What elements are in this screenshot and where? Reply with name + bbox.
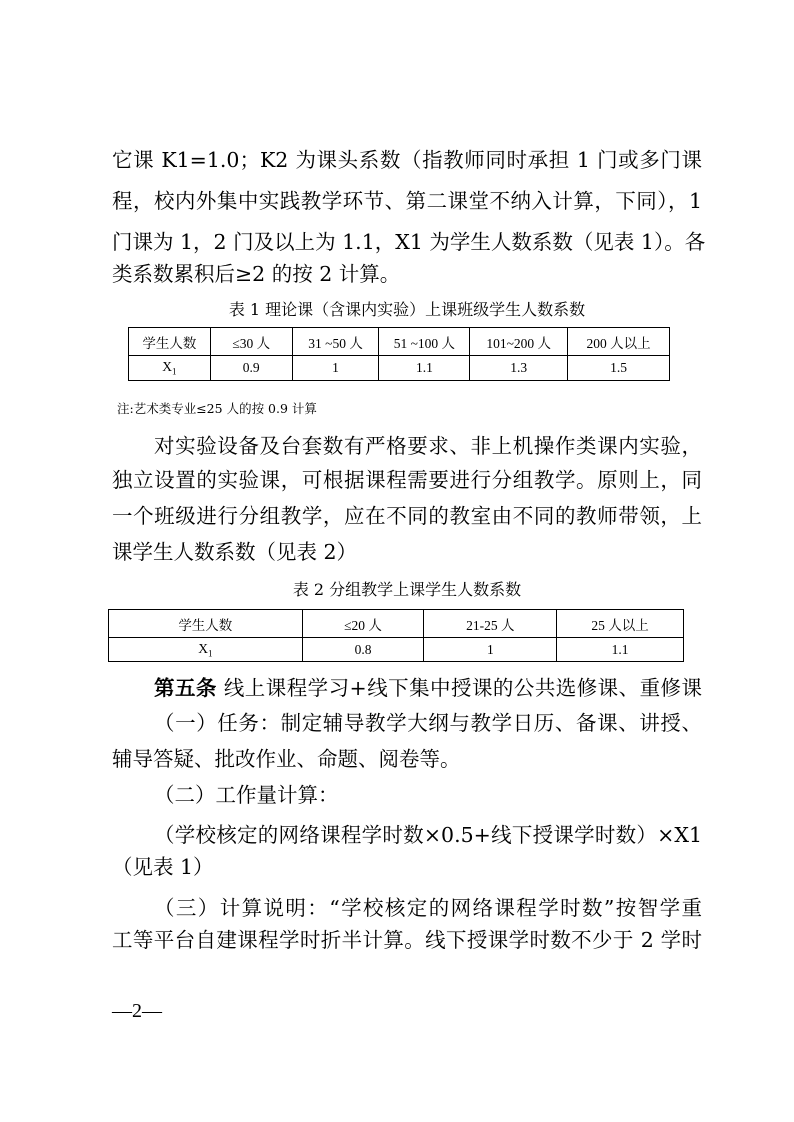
table-1-value-cell: 1.5	[568, 356, 670, 381]
item-3-line-1: （三）计算说明：“学校核定的网络课程学时数”按智学重	[154, 896, 702, 920]
table-1-caption: 表 1 理论课（含课内实验）上课班级学生人数系数	[228, 300, 586, 319]
table-2-caption: 表 2 分组教学上课学生人数系数	[292, 580, 522, 599]
paragraph-2-line-2: 独立设置的实验课，可根据课程需要进行分组教学。原则上，同	[112, 468, 702, 492]
table-1-value-row	[129, 356, 670, 381]
table-1-header-cell: ≤30 人	[210, 328, 292, 356]
item-1-line-1: （一）任务：制定辅导教学大纲与教学日历、备课、讲授、	[154, 711, 702, 735]
table-1-note: 注:艺术类专业≤25 人的按 0.9 计算	[117, 401, 317, 416]
table-1-value-cell: 1.3	[470, 356, 568, 381]
table-2	[108, 609, 684, 662]
table-2-value-cell: 1.1	[557, 638, 684, 662]
table-2-value-cell: 0.8	[302, 638, 424, 662]
table-1-value-cell: 1.1	[379, 356, 470, 381]
table-2-header-cell: 25 人以上	[557, 610, 684, 638]
table-1-header-cell: 200 人以上	[568, 328, 670, 356]
x-symbol: X	[162, 359, 173, 375]
article-5-heading	[154, 674, 702, 702]
table-2-value-row	[109, 638, 684, 662]
table-1-header-cell: 31 ~50 人	[292, 328, 379, 356]
formula-line-1: （学校核定的网络课程学时数×0.5+线下授课学时数）×X1	[154, 823, 702, 847]
table-1-value-cell: 0.9	[210, 356, 292, 381]
paragraph-1-line-3: 门课为 1，2 门及以上为 1.1，X1 为学生人数系数（见表 1）。各	[112, 230, 706, 254]
x-symbol: X	[198, 640, 208, 656]
table-1-header-cell: 101~200 人	[470, 328, 568, 356]
paragraph-2-line-1: 对实验设备及台套数有严格要求、非上机操作类课内实验，	[154, 434, 702, 458]
item-3-line-2: 工等平台自建课程学时折半计算。线下授课学时数不少于 2 学时	[112, 928, 702, 952]
x-subscript: 1	[207, 648, 213, 659]
table-2-header-cell: 学生人数	[109, 610, 303, 638]
table-1-row-label	[129, 356, 211, 381]
page-number: —2—	[112, 1000, 162, 1022]
x-subscript: 1	[172, 366, 177, 377]
item-2-line-1: （二）工作量计算：	[154, 783, 339, 807]
paragraph-1-line-2: 程，校内外集中实践教学环节、第二课堂不纳入计算，下同），1	[112, 189, 702, 213]
paragraph-1-line-1: 它课 K1=1.0；K2 为课头系数（指教师同时承担 1 门或多门课	[112, 148, 702, 172]
paragraph-2-line-4: 课学生人数系数（见表 2）	[112, 540, 358, 564]
item-1-line-2: 辅导答疑、批改作业、命题、阅卷等。	[112, 747, 461, 771]
paragraph-2-line-3: 一个班级进行分组教学，应在不同的教室由不同的教师带领，上	[112, 504, 702, 528]
table-2-row-label	[109, 638, 303, 662]
table-2-header-cell: 21-25 人	[424, 610, 557, 638]
table-1-value-cell: 1	[292, 356, 379, 381]
article-5-label: 第五条	[154, 676, 217, 700]
table-1-header-cell: 51 ~100 人	[379, 328, 470, 356]
table-1-header-row	[129, 328, 670, 356]
table-2-header-cell: ≤20 人	[302, 610, 424, 638]
table-1	[128, 327, 670, 381]
paragraph-1-line-4: 类系数累积后≥2 的按 2 计算。	[112, 262, 401, 286]
table-2-header-row	[109, 610, 684, 638]
table-1-header-cell: 学生人数	[129, 328, 211, 356]
table-2-value-cell: 1	[424, 638, 557, 662]
article-5-title: 线上课程学习+线下集中授课的公共选修课、重修课	[223, 676, 702, 700]
formula-line-2: （见表 1）	[112, 855, 214, 879]
